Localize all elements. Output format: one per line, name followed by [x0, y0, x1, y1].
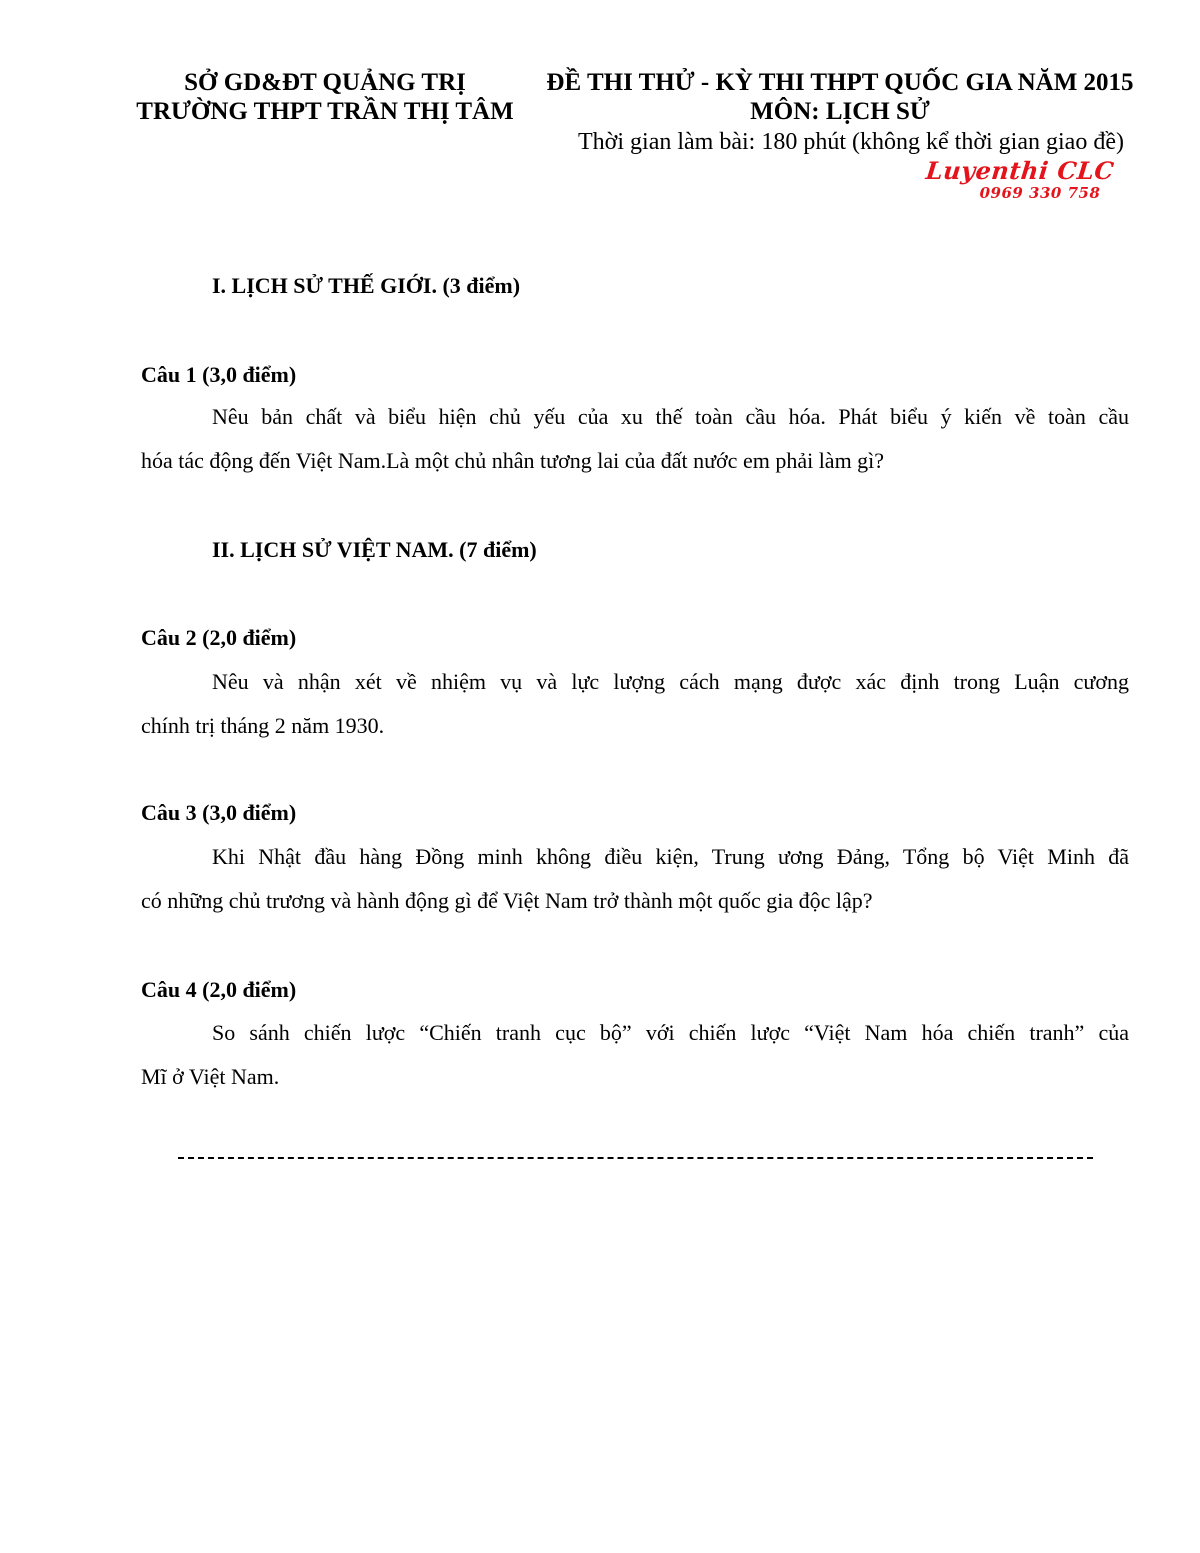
- question-body-2: [141, 660, 1129, 748]
- brand-stamp: [905, 158, 1135, 210]
- exam-header: [525, 68, 1155, 158]
- question-title-4: Câu 4 (2,0 điểm): [141, 977, 297, 1002]
- question-body-3: [141, 835, 1129, 923]
- question-2-line-2: chính trị tháng 2 năm 1930.: [141, 713, 385, 738]
- exam-duration: Thời gian làm bài: 180 phút (không kể thời gian giao đề): [578, 129, 1124, 155]
- question-4-line-1: So sánh chiến lược “Chiến tranh cục bộ” với chiến lược “Việt Nam hóa chiến tranh” của: [212, 1020, 1129, 1045]
- exam-title: ĐỀ THI THỬ - KỲ THI THPT QUỐC GIA NĂM 2015: [546, 69, 1134, 96]
- department-name: SỞ GD&ĐT QUẢNG TRỊ: [184, 69, 466, 96]
- exam-subject: MÔN: LỊCH SỬ: [750, 98, 930, 125]
- question-title-2: Câu 2 (2,0 điểm): [141, 625, 297, 650]
- brand-phone: 0969 330 758: [979, 184, 1101, 202]
- school-name: TRƯỜNG THPT TRẦN THỊ TÂM: [136, 98, 514, 125]
- question-2-line-1: Nêu và nhận xét về nhiệm vụ và lực lượng cách mạng được xác định trong Luận cương: [212, 669, 1129, 694]
- end-divider: [178, 1157, 1093, 1159]
- question-title-1: Câu 1 (3,0 điểm): [141, 362, 297, 387]
- brand-name: Luyenthi CLC: [924, 156, 1116, 185]
- question-4-line-2: Mĩ ở Việt Nam.: [141, 1064, 280, 1089]
- section-title-world-history: I. LỊCH SỬ THẾ GIỚI. (3 điểm): [212, 273, 521, 298]
- question-title-3: Câu 3 (3,0 điểm): [141, 800, 297, 825]
- school-header: [130, 68, 520, 126]
- question-1-line-1: Nêu bản chất và biểu hiện chủ yếu của xu thế toàn cầu hóa. Phát biểu ý kiến về toàn cầu: [212, 404, 1129, 429]
- question-1-line-2: hóa tác động đến Việt Nam.Là một chủ nhân tương lai của đất nước em phải làm gì?: [141, 448, 885, 473]
- question-body-1: [141, 395, 1129, 483]
- section-title-vietnam-history: II. LỊCH SỬ VIỆT NAM. (7 điểm): [212, 537, 537, 562]
- question-3-line-2: có những chủ trương và hành động gì để Việt Nam trở thành một quốc gia độc lập?: [141, 888, 873, 913]
- question-3-line-1: Khi Nhật đầu hàng Đồng minh không điều kiện, Trung ương Đảng, Tổng bộ Việt Minh đã: [212, 844, 1129, 869]
- question-body-4: [141, 1011, 1129, 1099]
